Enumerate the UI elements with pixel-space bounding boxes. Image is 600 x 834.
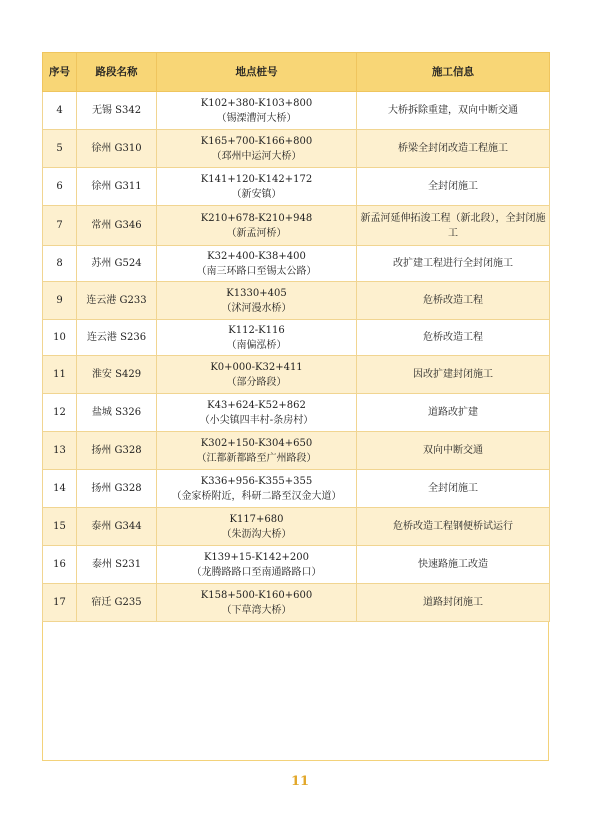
table-row: [43, 356, 550, 394]
header-info: 施工信息: [357, 53, 550, 92]
row-stake: K139+15-K142+200: [203, 551, 310, 563]
table-row: [43, 282, 550, 320]
row-road: 淮安 S429: [77, 356, 157, 394]
row-place: （龙腾路路口至南通路路口）: [191, 566, 322, 578]
row-location: [157, 320, 357, 356]
row-seq: 7: [43, 206, 77, 246]
row-info: 大桥拆除重建，双向中断交通: [357, 92, 550, 130]
row-info: 双向中断交通: [357, 432, 550, 470]
row-location: [157, 130, 357, 168]
row-location: [157, 546, 357, 584]
row-road: 泰州 G344: [77, 508, 157, 546]
header-seq: 序号: [43, 53, 77, 92]
row-seq: 9: [43, 282, 77, 320]
row-stake: K1330+405: [226, 287, 287, 299]
row-stake: K165+700-K166+800: [200, 135, 313, 147]
row-stake: K336+956-K355+355: [200, 475, 313, 487]
row-place: （部分路段）: [226, 376, 287, 388]
table-row: [43, 394, 550, 432]
row-location: [157, 246, 357, 282]
row-place: （下草湾大桥）: [221, 604, 292, 616]
row-seq: 16: [43, 546, 77, 584]
row-location: [157, 470, 357, 508]
row-place: （南偏泓桥）: [226, 339, 287, 351]
row-location: [157, 584, 357, 622]
table-row: [43, 508, 550, 546]
table-row: [43, 470, 550, 508]
row-stake: K112-K116: [228, 324, 285, 336]
row-info: 改扩建工程进行全封闭施工: [357, 246, 550, 282]
row-road: 盐城 S326: [77, 394, 157, 432]
row-road: 徐州 G310: [77, 130, 157, 168]
construction-table: [42, 52, 550, 622]
row-stake: K158+500-K160+600: [200, 589, 313, 601]
row-stake: K32+400-K38+400: [207, 250, 306, 262]
row-location: [157, 206, 357, 246]
row-place: （新孟河桥）: [226, 227, 287, 239]
row-stake: K302+150-K304+650: [200, 437, 313, 449]
row-seq: 5: [43, 130, 77, 168]
row-stake: K0+000-K32+411: [210, 361, 303, 373]
row-location: [157, 282, 357, 320]
table-row: [43, 130, 550, 168]
row-place: （小尖镇四丰村-条房村）: [199, 414, 314, 426]
row-road: 扬州 G328: [77, 470, 157, 508]
row-info: 危桥改造工程钢便桥试运行: [357, 508, 550, 546]
row-info: 道路改扩建: [357, 394, 550, 432]
row-road: 苏州 G524: [77, 246, 157, 282]
row-seq: 17: [43, 584, 77, 622]
row-place: （江都新都路至广州路段）: [196, 452, 317, 464]
row-road: 连云港 G233: [77, 282, 157, 320]
row-info: 桥梁全封闭改造工程施工: [357, 130, 550, 168]
row-seq: 14: [43, 470, 77, 508]
row-seq: 11: [43, 356, 77, 394]
row-location: [157, 394, 357, 432]
row-info: 全封闭施工: [357, 168, 550, 206]
row-info: 因改扩建封闭施工: [357, 356, 550, 394]
row-info: 道路封闭施工: [357, 584, 550, 622]
row-location: [157, 92, 357, 130]
row-seq: 12: [43, 394, 77, 432]
row-road: 徐州 G311: [77, 168, 157, 206]
row-road: 泰州 S231: [77, 546, 157, 584]
row-stake: K43+624-K52+862: [207, 399, 306, 411]
row-info: 全封闭施工: [357, 470, 550, 508]
row-road: 无锡 S342: [77, 92, 157, 130]
row-seq: 10: [43, 320, 77, 356]
header-location: 地点桩号: [157, 53, 357, 92]
row-location: [157, 168, 357, 206]
row-location: [157, 508, 357, 546]
row-place: （南三环路口至锡太公路）: [196, 265, 317, 277]
row-place: （锡溧漕河大桥）: [216, 112, 297, 124]
row-stake: K117+680: [229, 513, 284, 525]
table-header-row: [43, 53, 550, 92]
header-road: 路段名称: [77, 53, 157, 92]
row-info: 快速路施工改造: [357, 546, 550, 584]
row-road: 常州 G346: [77, 206, 157, 246]
row-stake: K141+120-K142+172: [200, 173, 313, 185]
row-place: （金家桥附近，科研二路至汉金大道）: [171, 490, 342, 502]
table-row: [43, 432, 550, 470]
row-place: （朱沥沟大桥）: [221, 528, 292, 540]
table-row: [43, 584, 550, 622]
row-seq: 13: [43, 432, 77, 470]
page-number: 11: [290, 774, 310, 789]
table-row: [43, 168, 550, 206]
table-row: [43, 246, 550, 282]
row-seq: 6: [43, 168, 77, 206]
table-row: [43, 206, 550, 246]
table-row: [43, 546, 550, 584]
row-info: 危桥改造工程: [357, 282, 550, 320]
table-row: [43, 92, 550, 130]
row-road: 扬州 G328: [77, 432, 157, 470]
row-road: 连云港 S236: [77, 320, 157, 356]
row-place: （邳州中运河大桥）: [211, 150, 302, 162]
row-seq: 8: [43, 246, 77, 282]
row-seq: 4: [43, 92, 77, 130]
row-road: 宿迁 G235: [77, 584, 157, 622]
row-location: [157, 356, 357, 394]
row-place: （新安镇）: [231, 188, 282, 200]
row-stake: K210+678-K210+948: [200, 212, 313, 224]
table-row: [43, 320, 550, 356]
row-stake: K102+380-K103+800: [200, 97, 313, 109]
row-seq: 15: [43, 508, 77, 546]
row-place: （沭河漫水桥）: [221, 302, 292, 314]
row-info: 危桥改造工程: [357, 320, 550, 356]
row-info: 新孟河延伸拓浚工程（新北段），全封闭施工: [357, 206, 550, 246]
row-location: [157, 432, 357, 470]
